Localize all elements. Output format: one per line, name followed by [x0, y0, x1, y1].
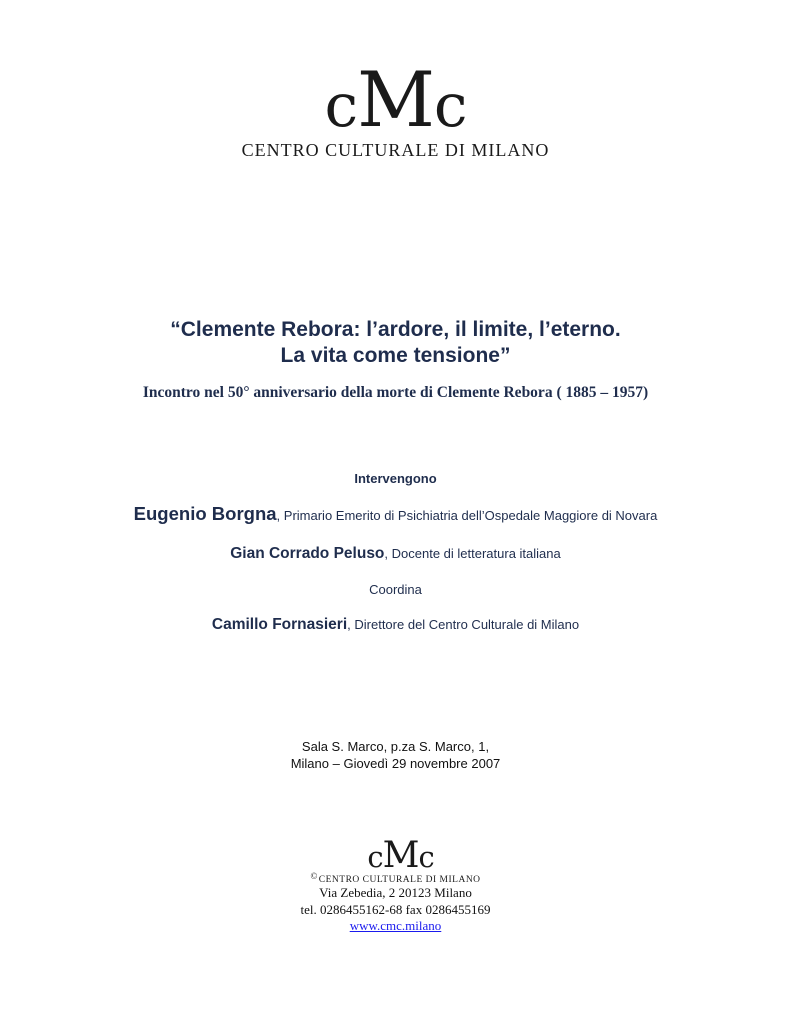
cmc-logo: [0, 55, 791, 161]
speaker-gian-corrado-peluso: Gian Corrado Peluso, Docente di letteratura italiana: [230, 545, 561, 562]
speaker-role: Primario Emerito di Psichiatria dell’Ospedale Maggiore di Novara: [283, 508, 658, 523]
footer-address: Via Zebedia, 2 20123 Milano: [319, 885, 472, 900]
venue-line1: Sala S. Marco, p.za S. Marco, 1,: [301, 739, 490, 754]
speaker-name: Eugenio Borgna: [133, 503, 277, 524]
footer-phone: tel. 0286455162-68 fax 0286455169: [300, 902, 491, 917]
coordinator-camillo-fornasieri: Camillo Fornasieri, Direttore del Centro Culturale di Milano: [211, 616, 580, 633]
event-title-line2: La vita come tensione”: [280, 344, 511, 367]
coordinator-name: Camillo Fornasieri: [211, 616, 348, 633]
coordinator-role: Direttore del Centro Culturale di Milano: [354, 617, 580, 632]
speaker-role: Docente di letteratura italiana: [391, 546, 561, 561]
copyright-icon: ©: [310, 871, 318, 881]
footer-cmc-logo: [0, 835, 791, 885]
intervengono-label: Intervengono: [354, 471, 437, 486]
speaker-name: Gian Corrado Peluso: [230, 545, 385, 562]
footer-logo-subtitle: CENTRO CULTURALE DI MILANO: [318, 875, 481, 885]
cmc-logo-mark: cMc: [324, 55, 467, 144]
venue-line2: Milano – Giovedì 29 novembre 2007: [290, 756, 501, 771]
event-title-line1: “Clemente Rebora: l’ardore, il limite, l’eterno.: [170, 318, 621, 341]
footer-website-link[interactable]: www.cmc.milano: [349, 918, 442, 933]
speaker-eugenio-borgna: Eugenio Borgna, Primario Emerito di Psichiatria dell’Ospedale Maggiore di Novara: [133, 503, 658, 524]
coordina-label: Coordina: [369, 582, 422, 597]
event-subtitle: Incontro nel 50° anniversario della morte di Clemente Rebora ( 1885 – 1957): [142, 384, 649, 401]
footer-logo-mark: cMc: [367, 835, 434, 876]
cmc-logo-subtitle: CENTRO CULTURALE DI MILANO: [241, 140, 550, 160]
